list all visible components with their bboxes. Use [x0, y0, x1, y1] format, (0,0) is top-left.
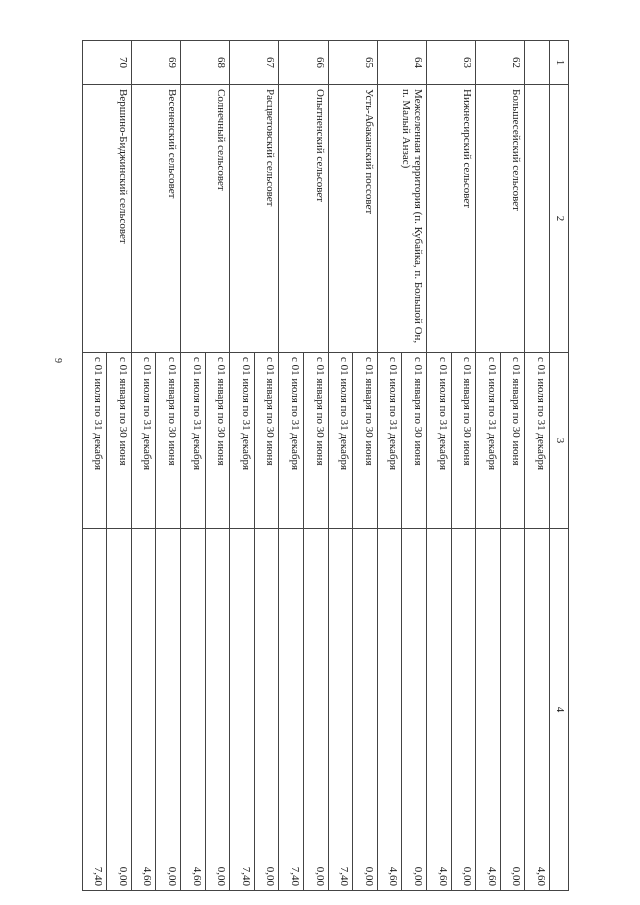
tariff-value: 4,60 — [181, 529, 206, 891]
header-cell-2: 2 — [550, 85, 569, 353]
municipality-name — [525, 85, 550, 353]
period: с 01 января по 30 июня — [156, 353, 181, 529]
header-cell-3: 3 — [550, 353, 569, 529]
tariff-value: 0,00 — [451, 529, 476, 891]
period: с 01 июля по 31 декабря — [476, 353, 501, 529]
tariff-value: 4,60 — [427, 529, 452, 891]
period: с 01 января по 30 июня — [304, 353, 329, 529]
row-number: 62 — [476, 41, 525, 85]
tariff-table — [82, 40, 569, 891]
period: с 01 июля по 31 декабря — [525, 353, 550, 529]
tariff-value: 4,60 — [377, 529, 402, 891]
row-number: 64 — [377, 41, 426, 85]
municipality-name: Нижнесирский сельсовет — [427, 85, 476, 353]
municipality-name: Усть-Абаканский поссовет — [328, 85, 377, 353]
period: с 01 января по 30 июня — [500, 353, 525, 529]
tariff-value: 7,40 — [82, 529, 107, 891]
table-row — [304, 41, 329, 891]
table-row — [500, 41, 525, 891]
tariff-value: 0,00 — [402, 529, 427, 891]
period: с 01 июля по 31 декабря — [377, 353, 402, 529]
municipality-name: Опытненский сельсовет — [279, 85, 328, 353]
period: с 01 июля по 31 декабря — [230, 353, 255, 529]
tariff-value: 0,00 — [304, 529, 329, 891]
tariff-value: 0,00 — [156, 529, 181, 891]
period: с 01 января по 30 июня — [205, 353, 230, 529]
row-number — [525, 41, 550, 85]
municipality-name: Вершино-Биджинский сельсовет — [82, 85, 131, 353]
tariff-value: 0,00 — [107, 529, 132, 891]
table-row — [451, 41, 476, 891]
municipality-name: Большесейский сельсовет — [476, 85, 525, 353]
row-number: 68 — [181, 41, 230, 85]
header-cell-1: 1 — [550, 41, 569, 85]
tariff-value: 7,40 — [279, 529, 304, 891]
tariff-value: 4,60 — [476, 529, 501, 891]
table-row — [107, 41, 132, 891]
table-row — [254, 41, 279, 891]
municipality-name: Расцветовский сельсовет — [230, 85, 279, 353]
tariff-value: 0,00 — [254, 529, 279, 891]
table-row — [525, 41, 550, 891]
period: с 01 января по 30 июня — [254, 353, 279, 529]
municipality-name: Солнечный сельсовет — [181, 85, 230, 353]
rotated-table-container — [92, 40, 569, 890]
table-row — [402, 41, 427, 891]
period: с 01 января по 30 июня — [107, 353, 132, 529]
period: с 01 июля по 31 декабря — [427, 353, 452, 529]
table-row — [205, 41, 230, 891]
period: с 01 июля по 31 декабря — [279, 353, 304, 529]
period: с 01 июля по 31 декабря — [181, 353, 206, 529]
tariff-value: 4,60 — [131, 529, 156, 891]
tariff-value: 0,00 — [353, 529, 378, 891]
header-cell-4: 4 — [550, 529, 569, 891]
table-row — [353, 41, 378, 891]
row-number: 66 — [279, 41, 328, 85]
period: с 01 января по 30 июня — [353, 353, 378, 529]
tariff-value: 7,40 — [230, 529, 255, 891]
row-number: 67 — [230, 41, 279, 85]
tariff-value: 7,40 — [328, 529, 353, 891]
period: с 01 июля по 31 декабря — [82, 353, 107, 529]
municipality-name: Весененский сельсовет — [131, 85, 180, 353]
row-number: 65 — [328, 41, 377, 85]
table-row — [156, 41, 181, 891]
tariff-value: 0,00 — [500, 529, 525, 891]
row-number: 70 — [82, 41, 131, 85]
municipality-name: Межселенная территория (п. Кубайка, п. Большой Он, п. Малый Анзас) — [377, 85, 426, 353]
period: с 01 июля по 31 декабря — [131, 353, 156, 529]
page-number: 9 — [52, 358, 63, 363]
row-number: 63 — [427, 41, 476, 85]
header-row — [550, 41, 569, 891]
tariff-value: 4,60 — [525, 529, 550, 891]
tariff-value: 0,00 — [205, 529, 230, 891]
period: с 01 января по 30 июня — [402, 353, 427, 529]
row-number: 69 — [131, 41, 180, 85]
period: с 01 января по 30 июня — [451, 353, 476, 529]
period: с 01 июля по 31 декабря — [328, 353, 353, 529]
